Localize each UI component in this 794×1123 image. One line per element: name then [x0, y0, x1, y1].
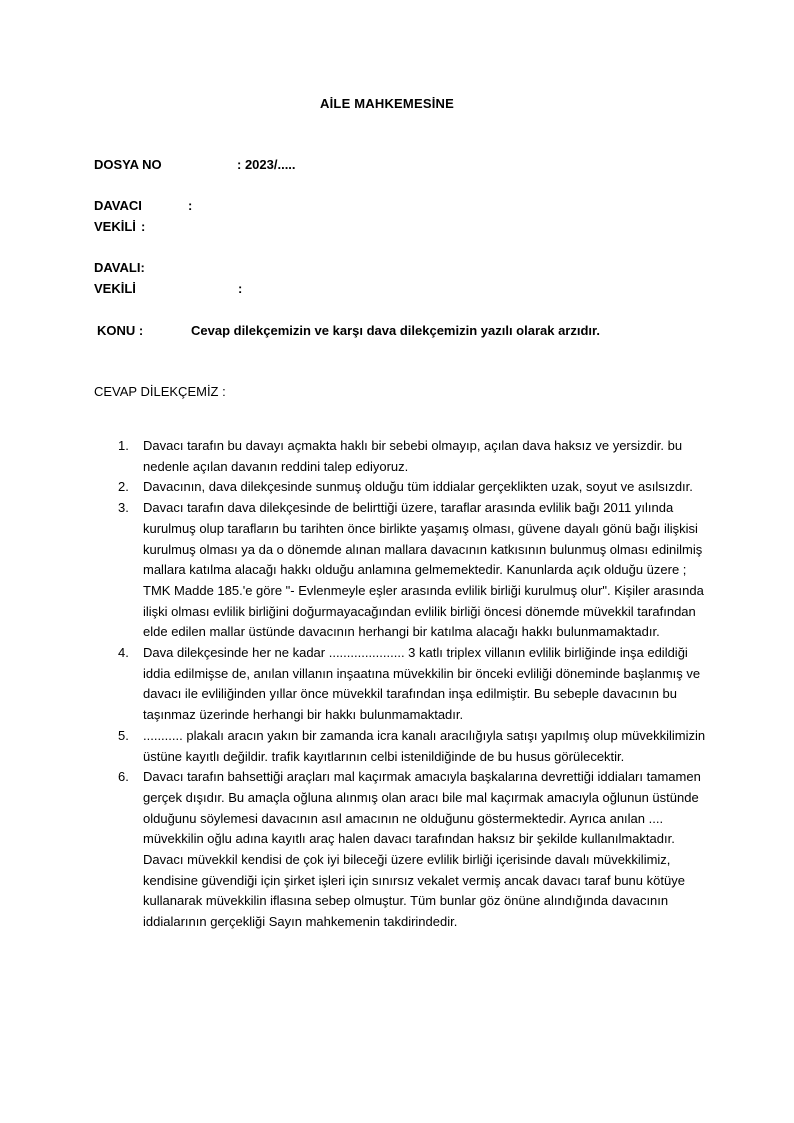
davali-vekili-colon: :: [238, 281, 243, 296]
davali-vekili-label: VEKİLİ: [94, 281, 136, 296]
davaci-vekili-label: VEKİLİ: [94, 219, 136, 234]
list-item: [94, 436, 714, 477]
konu-label: KONU :: [97, 323, 144, 338]
davali-label: DAVALI:: [94, 260, 145, 275]
item-number: 5.: [118, 727, 129, 743]
dosya-no-label: DOSYA NO: [94, 157, 162, 172]
davaci-label: DAVACI: [94, 198, 142, 213]
list-item: [94, 767, 714, 933]
list-item: [94, 498, 714, 643]
item-number: 2.: [118, 479, 129, 495]
list-item: [94, 643, 714, 726]
item-text: Dava dilekçesinde her ne kadar ..................... 3 katlı triplex villanın evlilik birliğinde inşa edildiği iddia edilmişse de, anılan villanın inşaatına müvekkilin bir önceki evliliği döneminde başlanmış ve davacı ile evliliğinden yıllar önce müvekkil tarafından inşa edilmiştir. Bu sebeple davacının bu taşınmaz üzerinde herhangi bir hakkı bulunmamaktadır.: [143, 645, 701, 723]
item-text: Davacı tarafın bu davayı açmakta haklı bir sebebi olmayıp, açılan dava haksız ve yersizdir. bu nedenle açılan davanın reddini talep ediyoruz.: [143, 438, 683, 474]
response-items-list: [94, 436, 714, 933]
list-item: [94, 477, 714, 498]
item-text: ........... plakalı aracın yakın bir zamanda icra kanalı aracılığıyla satışı yapılmış olup müvekkilimizin üstüne kayıtlı değildir. trafik kayıtlarının celbi istenildiğinde de bu husus görülecektir.: [143, 727, 706, 764]
item-number: 1.: [118, 438, 129, 453]
item-text: Davacının, dava dilekçesinde sunmuş olduğu tüm iddialar gerçeklikten uzak, soyut ve asılsızdır.: [143, 479, 693, 495]
list-item: [94, 726, 714, 767]
davaci-colon: :: [188, 198, 193, 213]
item-text: Davacı tarafın bahsettiği araçları mal kaçırmak amacıyla başkalarına devrettiği iddiaları tamamen gerçek dışıdır. Bu amaçla oğluna alınmış olan aracı bile mal kaçırmak amacıyla oğlunun üstünde olduğunu söylemesi davacının asıl amacının ne olduğunu göstermektedir. Ayrıca anılan .... müvekkilin oğlu adına kayıtlı araç halen davacı tarafından haksız bir şekilde kullanılmaktadır. Davacı müvekkil kendisi de çok iyi bileceği üzere evlilik birliği içerisinde davalı müvekkilimiz, kendisine güvendiği için şirket işleri için sınırsız vekalet vermiş ancak davacı taraf bunu kötüye kullanarak müvekkilin iflasına sebep olmuştur. Tüm bunlar göz önüne alındığında davacının iddialarının gerçekliği Sayın mahkemenin takdirindedir.: [143, 769, 701, 930]
konu-value: Cevap dilekçemizin ve karşı dava dilekçemizin yazılı olarak arzıdır.: [191, 323, 600, 338]
item-text: Davacı tarafın dava dilekçesinde de belirttiği üzere, taraflar arasında evlilik bağı 2011 yılında kurulmuş olup tarafların bu tarihten önce birlikte yaşamış olması, güvene dayalı gönü bağı ilişkisi kurulmuş olması ya da o dönemde alınan mallara davacının katkısının bulunmuş olması edinilmiş mallara katılma alacağı hakkı olduğu anlamına gelmemektedir. Kanunlarda açık olduğu üzere ; TMK Madde 185.'e göre "- Evlenmeyle eşler arasında evlilik birliği kurulmuş olur". Kişiler arasında ilişki olması evlilik birliğini doğurmayacağından evlilik birliği öncesi dönemde müvekkil tarafından elde edilen mallar üstünde davacının herhangi bir katılma alacağı hakkı bulunmamaktadır.: [143, 500, 704, 640]
item-number: 6.: [118, 769, 129, 785]
davaci-vekili-colon: :: [141, 219, 146, 234]
dosya-no-value: : 2023/.....: [237, 157, 296, 172]
cevap-heading: CEVAP DİLEKÇEMİZ :: [94, 384, 226, 399]
item-number: 4.: [118, 645, 129, 661]
court-title: AİLE MAHKEMESİNE: [320, 96, 454, 111]
item-number: 3.: [118, 500, 129, 516]
